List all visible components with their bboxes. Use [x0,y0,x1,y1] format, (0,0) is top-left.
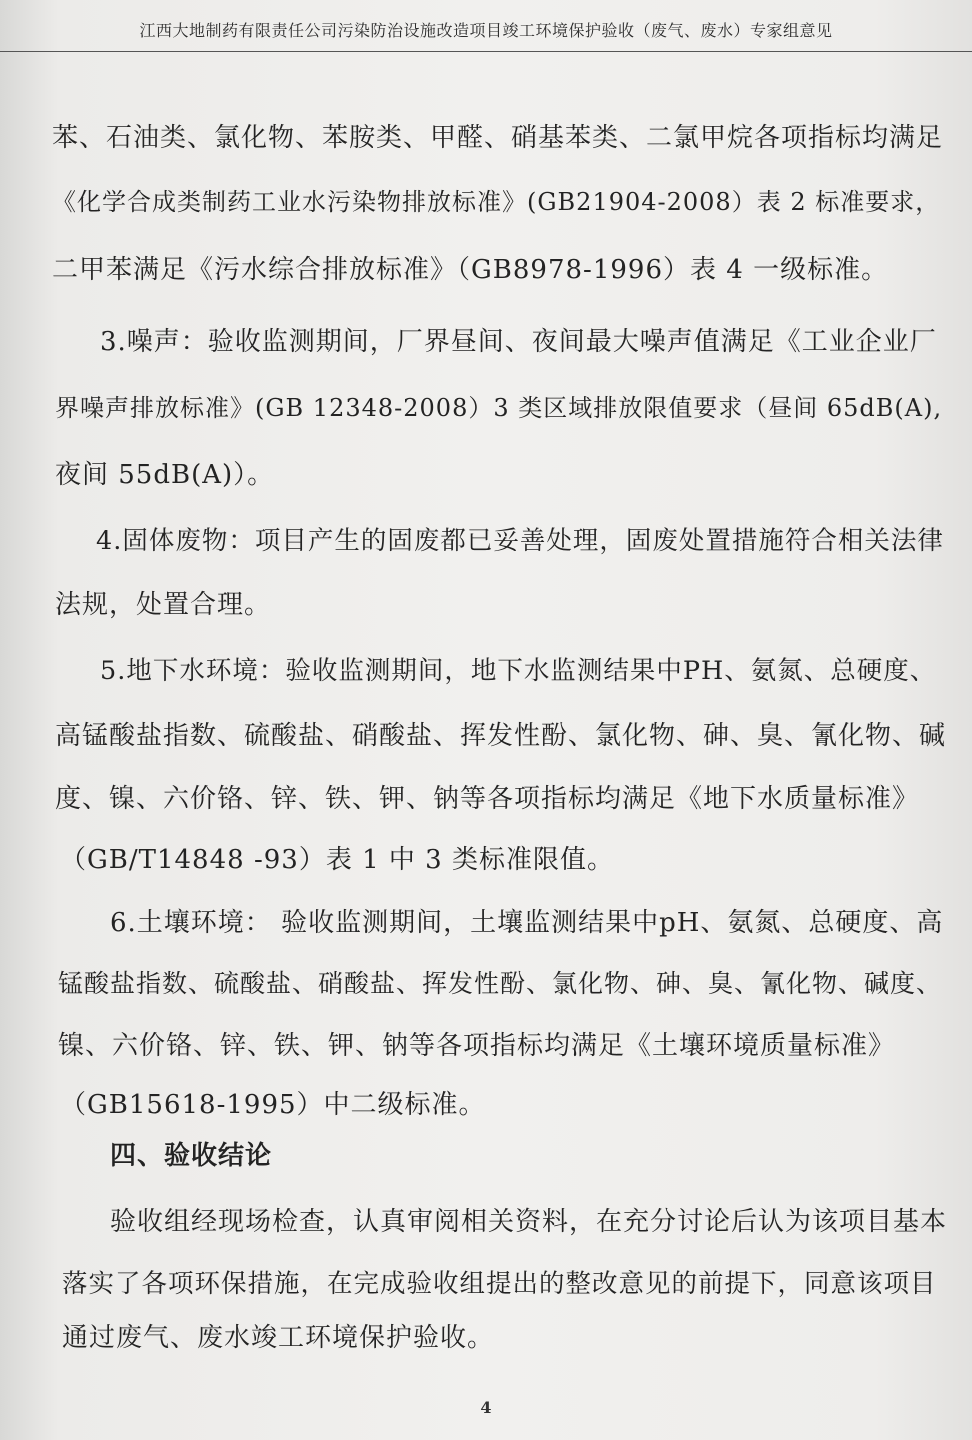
solid-waste-paragraph-line: 法规，处置合理。 [55,590,272,620]
body-line: 《化学合成类制药工业水污染物排放标准》(GB21904-2008）表 2 标准要求， [52,188,941,216]
body-line: 苯、石油类、氯化物、苯胺类、甲醛、硝基苯类、二氯甲烷各项指标均满足 [52,123,944,153]
groundwater-paragraph-line: 度、镍、六价铬、锌、铁、钾、钠等各项指标均满足《地下水质量标准》 [55,784,920,814]
groundwater-paragraph-line: 5.地下水环境：验收监测期间，地下水监测结果中PH、氨氮、总硬度、 [100,656,937,686]
conclusion-line: 落实了各项环保措施，在完成验收组提出的整改意见的前提下，同意该项目 [62,1269,937,1299]
noise-paragraph-line: 界噪声排放标准》(GB 12348-2008）3 类区域排放限值要求（昼间 65dB(A), [55,394,943,422]
noise-paragraph-line: 夜间 55dB(A)）。 [55,460,275,490]
conclusion-line: 通过废气、废水竣工环境保护验收。 [62,1323,495,1353]
soil-paragraph-line: 6.土壤环境： 验收监测期间，土壤监测结果中pH、氨氮、总硬度、高 [110,908,944,938]
groundwater-paragraph-line: （GB/T14848 -93）表 1 中 3 类标准限值。 [60,845,614,875]
section-heading: 四、验收结论 [110,1141,273,1171]
conclusion-line: 验收组经现场检查，认真审阅相关资料，在充分讨论后认为该项目基本 [110,1207,948,1237]
solid-waste-paragraph-line: 4.固体废物：项目产生的固废都已妥善处理，固废处置措施符合相关法律 [96,526,944,556]
noise-paragraph-line: 3.噪声：验收监测期间，厂界昼间、夜间最大噪声值满足《工业企业厂 [100,327,937,357]
body-line: 二甲苯满足《污水综合排放标准》（GB8978-1996）表 4 一级标准。 [52,255,889,285]
soil-paragraph-line: 锰酸盐指数、硫酸盐、硝酸盐、挥发性酚、氯化物、砷、臭、氰化物、碱度、 [58,969,943,998]
soil-paragraph-line: 镍、六价铬、锌、铁、钾、钠等各项指标均满足《土壤环境质量标准》 [58,1031,896,1061]
page-header: 江西大地制药有限责任公司污染防治设施改造项目竣工环境保护验收（废气、废水）专家组意见 [0,18,972,52]
soil-paragraph-line: （GB15618-1995）中二级标准。 [60,1090,486,1120]
groundwater-paragraph-line: 高锰酸盐指数、硫酸盐、硝酸盐、挥发性酚、氯化物、砷、臭、氰化物、碱 [55,721,947,751]
page-number: 4 [480,1398,492,1417]
